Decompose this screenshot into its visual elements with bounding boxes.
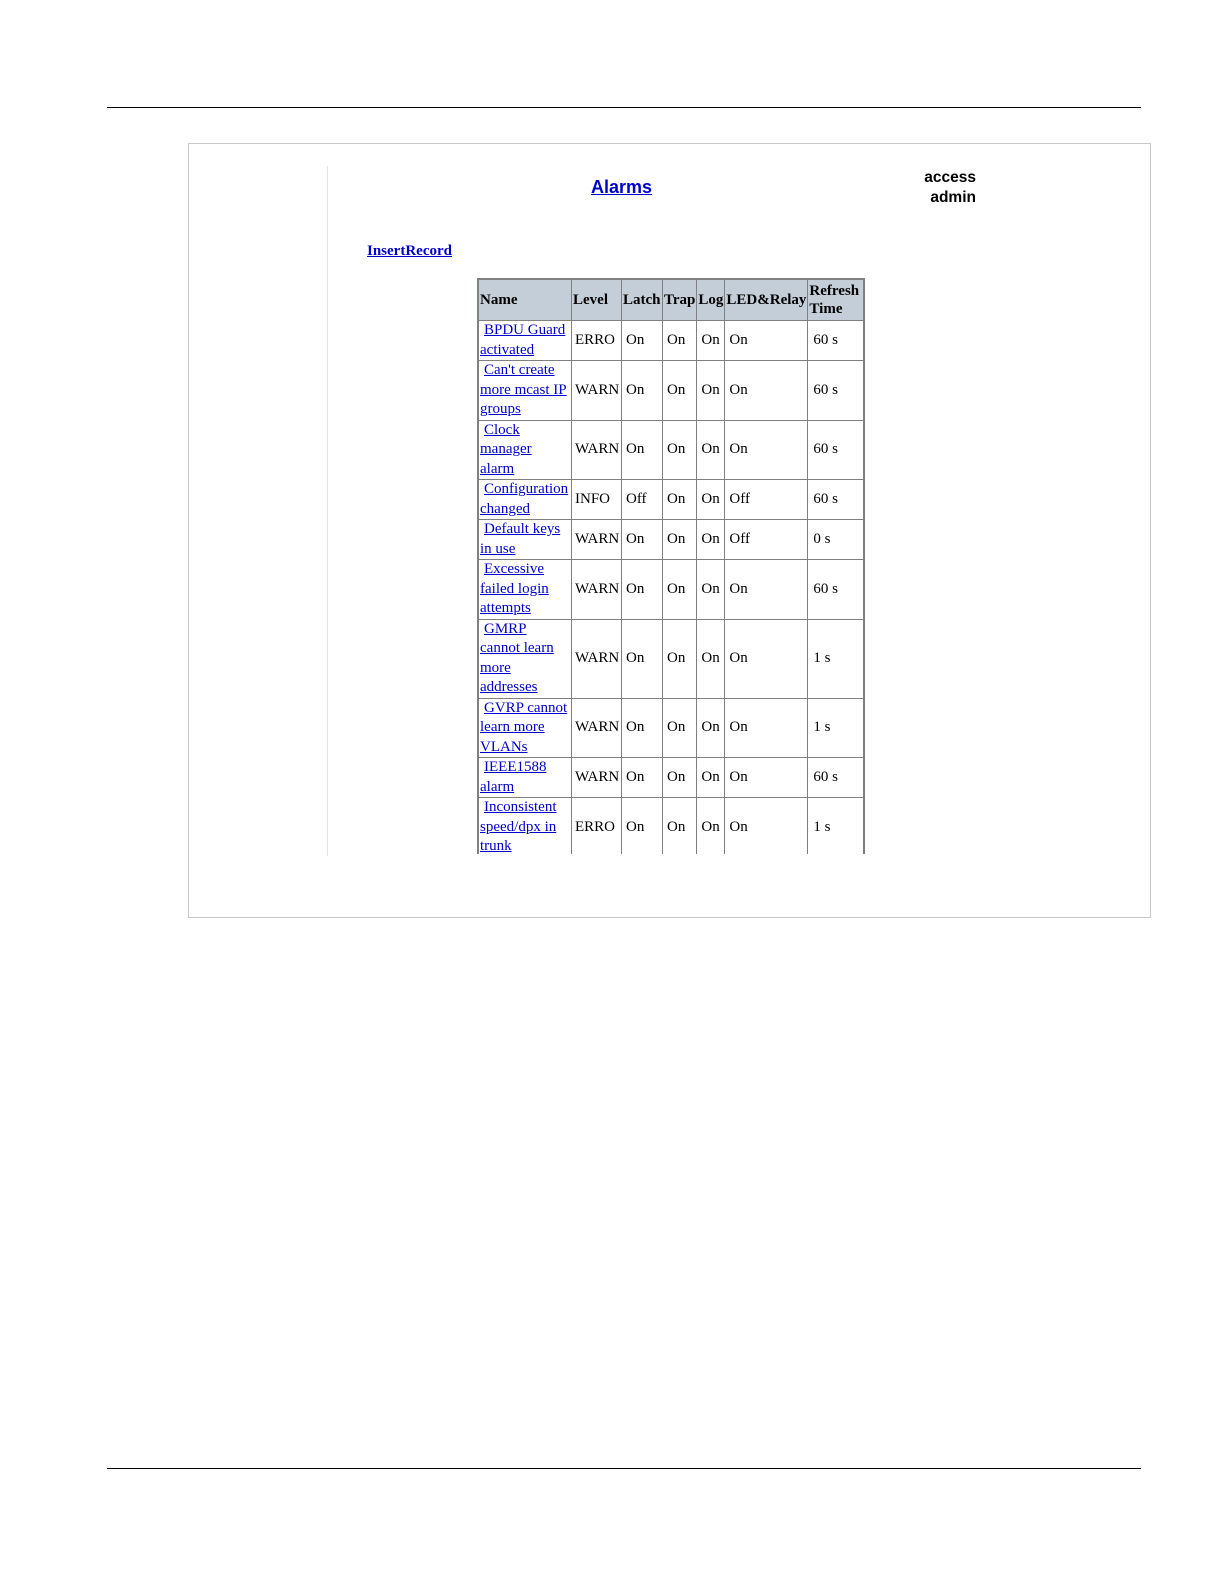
- alarm-name-line: trunk: [480, 838, 512, 854]
- alarm-trap-cell: On: [663, 758, 697, 798]
- alarm-refresh-cell: 60 s: [808, 361, 863, 421]
- refresh-header-line1: Refresh: [809, 283, 860, 299]
- alarm-name-line: VLANs: [480, 738, 528, 755]
- alarm-level-cell: INFO: [572, 480, 622, 520]
- col-header-name: Name: [479, 280, 572, 321]
- alarm-refresh-cell: 60 s: [808, 321, 863, 361]
- alarm-name-link[interactable]: [480, 422, 532, 477]
- alarm-trap-cell: On: [663, 699, 697, 759]
- alarm-trap-cell: On: [663, 421, 697, 481]
- alarm-level-cell: WARN: [572, 361, 622, 421]
- table-row: [479, 699, 863, 759]
- alarm-latch-cell: Off: [622, 480, 663, 520]
- alarm-name-link[interactable]: [480, 521, 560, 557]
- alarm-name-link[interactable]: [480, 700, 567, 755]
- alarm-level-cell: WARN: [572, 699, 622, 759]
- alarms-table: [477, 278, 865, 854]
- alarm-name-line: cannot learn: [480, 640, 554, 656]
- alarm-latch-cell: On: [622, 560, 663, 620]
- alarm-log-cell: On: [697, 620, 725, 699]
- alarm-name-cell: [479, 620, 572, 699]
- alarm-log-cell: On: [697, 361, 725, 421]
- access-info: [884, 168, 976, 208]
- alarm-refresh-cell: 60 s: [808, 421, 863, 481]
- alarm-refresh-cell: 1 s: [808, 798, 863, 854]
- footer-rule: [107, 1468, 1141, 1469]
- alarm-rows: [479, 321, 863, 854]
- alarm-level-cell: ERRO: [572, 321, 622, 361]
- alarm-log-cell: On: [697, 480, 725, 520]
- alarm-log-cell: On: [697, 798, 725, 854]
- alarm-level-cell: WARN: [572, 520, 622, 560]
- table-row: [479, 520, 863, 560]
- alarm-name-cell: [479, 758, 572, 798]
- alarm-latch-cell: On: [622, 321, 663, 361]
- table-row: [479, 480, 863, 520]
- alarm-trap-cell: On: [663, 798, 697, 854]
- alarm-latch-cell: On: [622, 361, 663, 421]
- table-row: [479, 620, 863, 699]
- alarm-refresh-cell: 1 s: [808, 699, 863, 759]
- alarm-led-relay-cell: On: [725, 699, 808, 759]
- alarm-name-line: addresses: [480, 679, 538, 695]
- alarm-name-link[interactable]: [480, 362, 567, 417]
- alarm-latch-cell: On: [622, 620, 663, 699]
- alarm-level-cell: WARN: [572, 758, 622, 798]
- access-label: access: [924, 169, 976, 186]
- alarm-name-line: GMRP: [484, 620, 527, 637]
- alarm-level-cell: WARN: [572, 620, 622, 699]
- alarm-trap-cell: On: [663, 620, 697, 699]
- alarm-name-cell: [479, 798, 572, 854]
- alarm-name-line: Can't create: [484, 362, 555, 378]
- alarm-level-cell: WARN: [572, 560, 622, 620]
- alarm-name-line: activated: [480, 341, 535, 358]
- insert-record-link[interactable]: InsertRecord: [367, 243, 452, 259]
- col-header-log: Log: [697, 280, 725, 321]
- alarm-name-cell: [479, 520, 572, 560]
- alarm-name-line: attempts: [480, 600, 531, 616]
- alarm-trap-cell: On: [663, 560, 697, 620]
- alarm-latch-cell: On: [622, 758, 663, 798]
- alarm-log-cell: On: [697, 699, 725, 759]
- alarm-name-line: failed login: [480, 580, 549, 597]
- table-row: [479, 560, 863, 620]
- alarm-name-line: Clock: [484, 421, 520, 438]
- alarm-level-cell: ERRO: [572, 798, 622, 854]
- alarms-table-viewport: [477, 278, 867, 854]
- alarm-trap-cell: On: [663, 480, 697, 520]
- alarm-name-line: BPDU Guard: [484, 322, 566, 338]
- alarm-name-line: IEEE1588: [484, 759, 547, 775]
- access-user: admin: [930, 189, 976, 206]
- alarm-name-line: more: [480, 659, 511, 676]
- alarm-led-relay-cell: Off: [725, 520, 808, 560]
- alarm-name-line: speed/dpx in: [480, 818, 557, 835]
- table-row: [479, 758, 863, 798]
- alarm-log-cell: On: [697, 758, 725, 798]
- table-row: [479, 421, 863, 481]
- alarm-name-link[interactable]: [480, 481, 568, 517]
- header-rule: [107, 107, 1141, 108]
- alarm-led-relay-cell: On: [725, 798, 808, 854]
- alarm-name-line: alarm: [480, 460, 515, 477]
- alarm-name-link[interactable]: [480, 561, 549, 616]
- alarm-name-line: changed: [480, 500, 530, 517]
- table-header-row: [479, 280, 863, 321]
- alarm-latch-cell: On: [622, 520, 663, 560]
- alarm-led-relay-cell: On: [725, 560, 808, 620]
- alarm-latch-cell: On: [622, 798, 663, 854]
- alarm-name-line: groups: [480, 401, 521, 417]
- alarm-led-relay-cell: On: [725, 620, 808, 699]
- screenshot-frame: [188, 143, 1151, 918]
- alarm-led-relay-cell: On: [725, 321, 808, 361]
- alarm-name-line: Configuration: [484, 481, 569, 497]
- frame-divider: [327, 166, 328, 856]
- alarm-name-link[interactable]: [480, 799, 557, 854]
- table-row: [479, 798, 863, 854]
- alarm-name-line: Excessive: [484, 561, 544, 577]
- alarm-log-cell: On: [697, 520, 725, 560]
- refresh-header-line2: Time: [809, 301, 843, 317]
- table-row: [479, 321, 863, 361]
- alarm-name-line: Inconsistent: [484, 799, 557, 815]
- alarm-name-line: manager: [480, 441, 532, 457]
- col-header-led-relay: LED&Relay: [725, 280, 808, 321]
- alarm-refresh-cell: 0 s: [808, 520, 863, 560]
- alarm-latch-cell: On: [622, 699, 663, 759]
- col-header-trap: Trap: [663, 280, 697, 321]
- col-header-latch: Latch: [622, 280, 663, 321]
- alarm-refresh-cell: 60 s: [808, 560, 863, 620]
- page-title-link[interactable]: Alarms: [591, 177, 653, 197]
- alarm-log-cell: On: [697, 421, 725, 481]
- alarm-name-line: learn more: [480, 719, 545, 735]
- alarm-trap-cell: On: [663, 361, 697, 421]
- alarm-led-relay-cell: On: [725, 361, 808, 421]
- alarm-name-line: more mcast IP: [480, 381, 567, 398]
- col-header-level: Level: [572, 280, 622, 321]
- alarm-name-line: alarm: [480, 778, 515, 795]
- alarm-name-cell: [479, 699, 572, 759]
- alarm-name-line: Default keys: [484, 521, 561, 537]
- alarm-name-cell: [479, 361, 572, 421]
- alarm-name-cell: [479, 560, 572, 620]
- alarm-name-cell: [479, 421, 572, 481]
- alarm-level-cell: WARN: [572, 421, 622, 481]
- table-row: [479, 361, 863, 421]
- alarm-name-cell: [479, 321, 572, 361]
- alarm-led-relay-cell: Off: [725, 480, 808, 520]
- alarm-led-relay-cell: On: [725, 758, 808, 798]
- alarm-refresh-cell: 1 s: [808, 620, 863, 699]
- alarm-led-relay-cell: On: [725, 421, 808, 481]
- alarm-name-link[interactable]: [480, 322, 565, 358]
- alarm-name-line: GVRP cannot: [484, 699, 568, 716]
- alarm-refresh-cell: 60 s: [808, 758, 863, 798]
- alarm-name-link[interactable]: [480, 621, 554, 696]
- alarm-name-line: in use: [480, 540, 516, 557]
- alarm-trap-cell: On: [663, 520, 697, 560]
- alarm-trap-cell: On: [663, 321, 697, 361]
- alarm-refresh-cell: 60 s: [808, 480, 863, 520]
- alarm-name-cell: [479, 480, 572, 520]
- alarm-log-cell: On: [697, 321, 725, 361]
- alarm-log-cell: On: [697, 560, 725, 620]
- alarm-name-link[interactable]: [480, 759, 546, 795]
- col-header-refresh-time: [808, 280, 863, 321]
- alarm-latch-cell: On: [622, 421, 663, 481]
